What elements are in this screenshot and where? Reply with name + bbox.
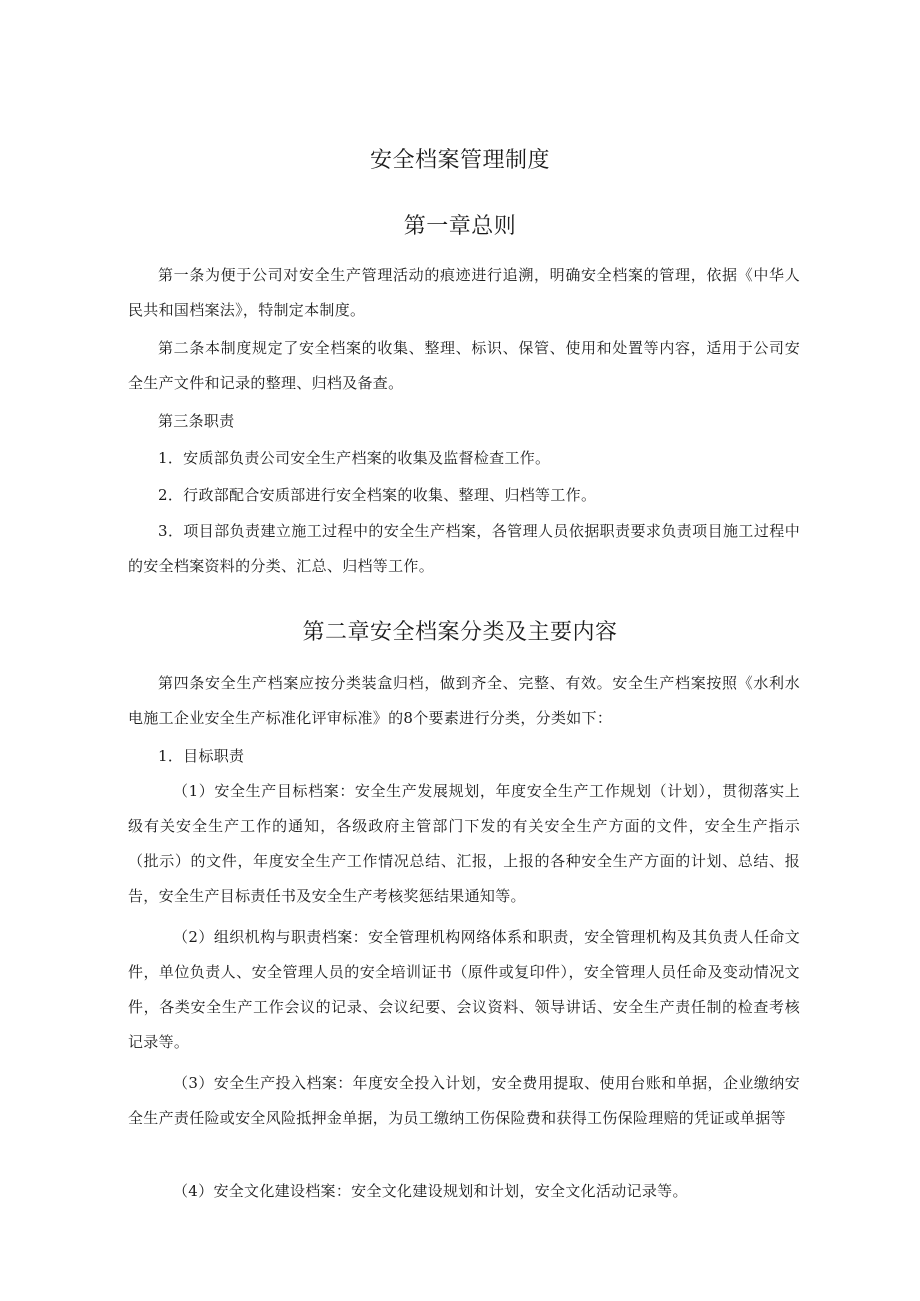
sub-item-1: （1）安全生产目标档案：安全生产发展规划，年度安全生产工作规划（计划），贯彻落实上级有关安全生产工作的通知，各级政府主管部门下发的有关安全生产方面的文件，安全生产指示（批示）的文件，年度安全生产工作情况总结、汇报，上报的各种安全生产方面的计划、总结、报告，安全生产目标责任书及安全生产考核奖惩结果通知等。 <box>128 782 800 905</box>
chapter-1-heading: 第一章总则 <box>403 214 517 239</box>
sub-item-4: （4）安全文化建设档案：安全文化建设规划和计划，安全文化活动记录等。 <box>173 1182 688 1200</box>
sub-item-3: （3）安全生产投入档案：年度安全投入计划，安全费用提取、使用台账和单据，企业缴纳安全生产责任险或安全风险抵押金单据，为员工缴纳工伤保险费和获得工伤保险理赔的凭证或单据等 <box>128 1074 800 1127</box>
category-item-1: 1．目标职责 <box>158 747 245 765</box>
article-3: 第三条职责 <box>158 412 235 430</box>
document-title: 安全档案管理制度 <box>369 148 550 173</box>
duty-item-2: 2．行政部配合安质部进行安全档案的收集、整理、归档等工作。 <box>158 486 597 504</box>
article-2: 第二条本制度规定了安全档案的收集、整理、标识、保管、使用和处置等内容，适用于公司安全生产文件和记录的整理、归档及备查。 <box>128 339 800 392</box>
chapter-2-heading: 第二章安全档案分类及主要内容 <box>302 620 618 645</box>
duty-item-1: 1．安质部负责公司安全生产档案的收集及监督检查工作。 <box>158 449 551 467</box>
duty-item-3: 3．项目部负责建立施工过程中的安全生产档案，各管理人员依据职责要求负责项目施工过程中的安全档案资料的分类、汇总、归档等工作。 <box>128 522 800 575</box>
sub-item-2: （2）组织机构与职责档案：安全管理机构网络体系和职责，安全管理机构及其负责人任命文件，单位负责人、安全管理人员的安全培训证书（原件或复印件），安全管理人员任命及变动情况文件，各类安全生产工作会议的记录、会议纪要、会议资料、领导讲话、安全生产责任制的检查考核记录等。 <box>128 928 800 1051</box>
article-1: 第一条为便于公司对安全生产管理活动的痕迹进行追溯，明确安全档案的管理，依据《中华人民共和国档案法》，特制定本制度。 <box>128 266 800 319</box>
article-4: 第四条安全生产档案应按分类装盒归档，做到齐全、完整、有效。安全生产档案按照《水利水电施工企业安全生产标准化评审标准》的8个要素进行分类，分类如下： <box>128 674 800 727</box>
